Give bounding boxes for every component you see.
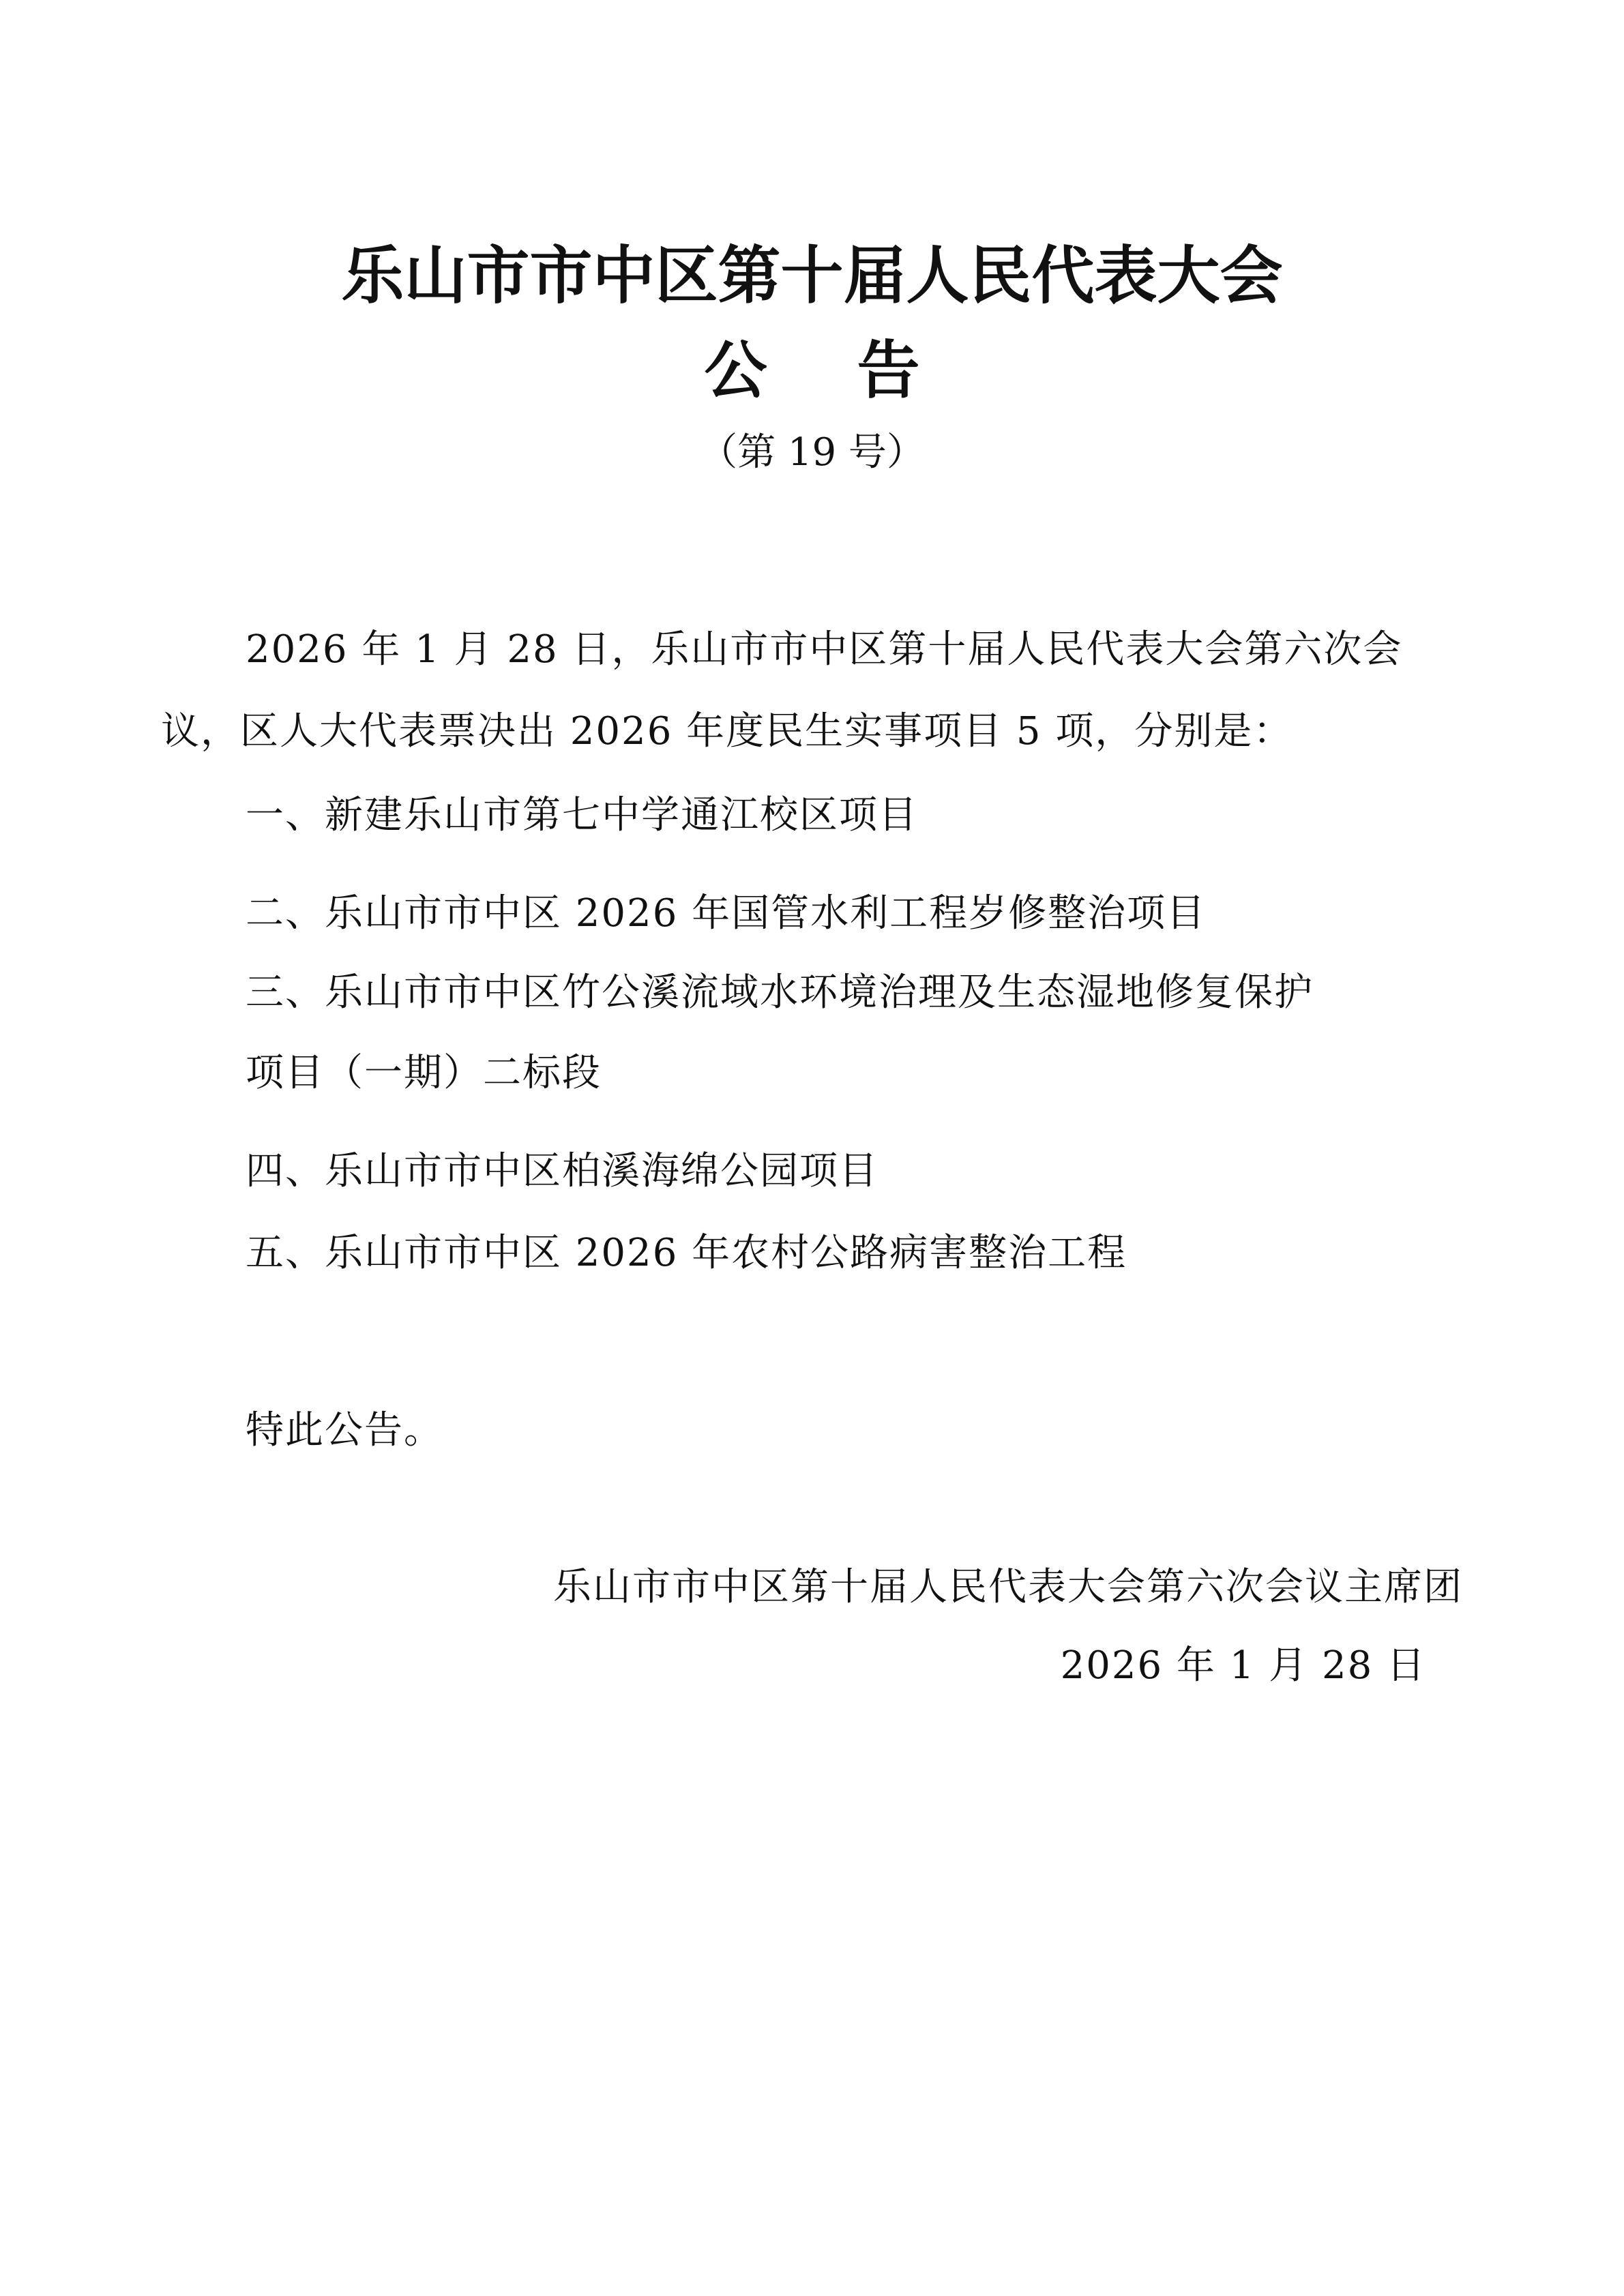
- intro-paragraph-line-2: 议，区人大代表票决出 2026 年度民生实事项目 5 项，分别是：: [161, 709, 1293, 754]
- document-title: 乐山市市中区第十届人民代表大会: [341, 239, 1283, 312]
- list-item: 三、乐山市市中区竹公溪流域水环境治理及生态湿地修复保护: [246, 970, 1314, 1015]
- document-number: （第 19 号）: [699, 430, 925, 475]
- list-item: 五、乐山市市中区 2026 年农村公路病害整治工程: [246, 1231, 1127, 1275]
- issue-date: 2026 年 1 月 28 日: [1060, 1643, 1426, 1688]
- list-item-continuation: 项目（一期）二标段: [246, 1051, 602, 1095]
- list-item: 四、乐山市市中区柏溪海绵公园项目: [246, 1149, 879, 1193]
- issuer-signature: 乐山市市中区第十届人民代表大会第六次会议主席团: [553, 1565, 1463, 1609]
- closing-statement: 特此公告。: [246, 1408, 443, 1452]
- list-item: 一、新建乐山市第七中学通江校区项目: [246, 793, 918, 837]
- list-item: 二、乐山市市中区 2026 年国管水利工程岁修整治项目: [246, 891, 1207, 936]
- announcement-heading: 公告: [704, 333, 1010, 407]
- intro-paragraph-line-1: 2026 年 1 月 28 日，乐山市市中区第十届人民代表大会第六次会: [246, 627, 1403, 672]
